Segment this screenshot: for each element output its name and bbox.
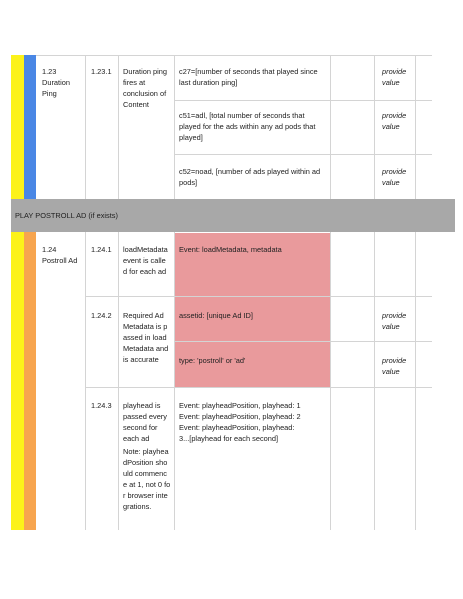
status-bar-yellow-1-23 [11,55,24,199]
step-id-1-24-3: 1.24.3 [91,401,112,410]
step-description-1-23-1: Duration ping fires at conclusion of Content [123,67,167,109]
step-id-1-23-1: 1.23.1 [91,67,112,76]
value-assetid: provide value [382,311,407,331]
step-description-1-24-3: playhead is passed every second for each ad [123,401,167,443]
section-name-1-23: Duration Ping [42,78,70,98]
step-id-1-24-2: 1.24.2 [91,311,112,320]
param-type: type: 'postroll' or 'ad' [179,356,246,365]
section-id-1-24: 1.24 [42,245,57,254]
section-name-1-24: Postroll Ad [42,256,78,265]
value-c52: provide value [382,167,407,187]
section-band-title: PLAY POSTROLL AD (if exists) [15,211,118,220]
param-c52: c52=noad, [number of ads played within ad pods] [179,167,321,187]
param-playhead-line-3: Event: playheadPosition, playhead: [179,423,295,432]
step-id-1-24-1: 1.24.1 [91,245,112,254]
step-description-1-24-1: loadMetadata event is called for each ad [123,245,168,276]
status-bar-yellow-1-24 [11,232,24,530]
step-note-1-24-3: Note: playheadPosition should commence at 1, not 0 for browser integrations. [123,447,171,511]
param-c51: c51=adl, [total number of seconds that played for the ads within any ad pods that played] [179,111,316,142]
highlight-loadmetadata [175,233,330,296]
value-c27: provide value [382,67,407,87]
value-type: provide value [382,356,407,376]
param-loadmetadata: Event: loadMetadata, metadata [179,245,282,254]
param-playhead-line-4: 3...[playhead for each second] [179,434,279,443]
status-bar-blue-1-23 [24,55,36,199]
param-assetid: assetid: [unique Ad ID] [179,311,253,320]
param-playhead-line-1: Event: playheadPosition, playhead: 1 [179,401,301,410]
value-c51: provide value [382,111,407,131]
status-bar-orange-1-24 [24,232,36,530]
param-playhead-line-2: Event: playheadPosition, playhead: 2 [179,412,301,421]
step-description-1-24-2: Required Ad Metadata is passed in loadMetadata and is accurate [123,311,169,364]
section-id-1-23: 1.23 [42,67,57,76]
param-c27: c27=[number of seconds that played since last duration ping] [179,67,318,87]
